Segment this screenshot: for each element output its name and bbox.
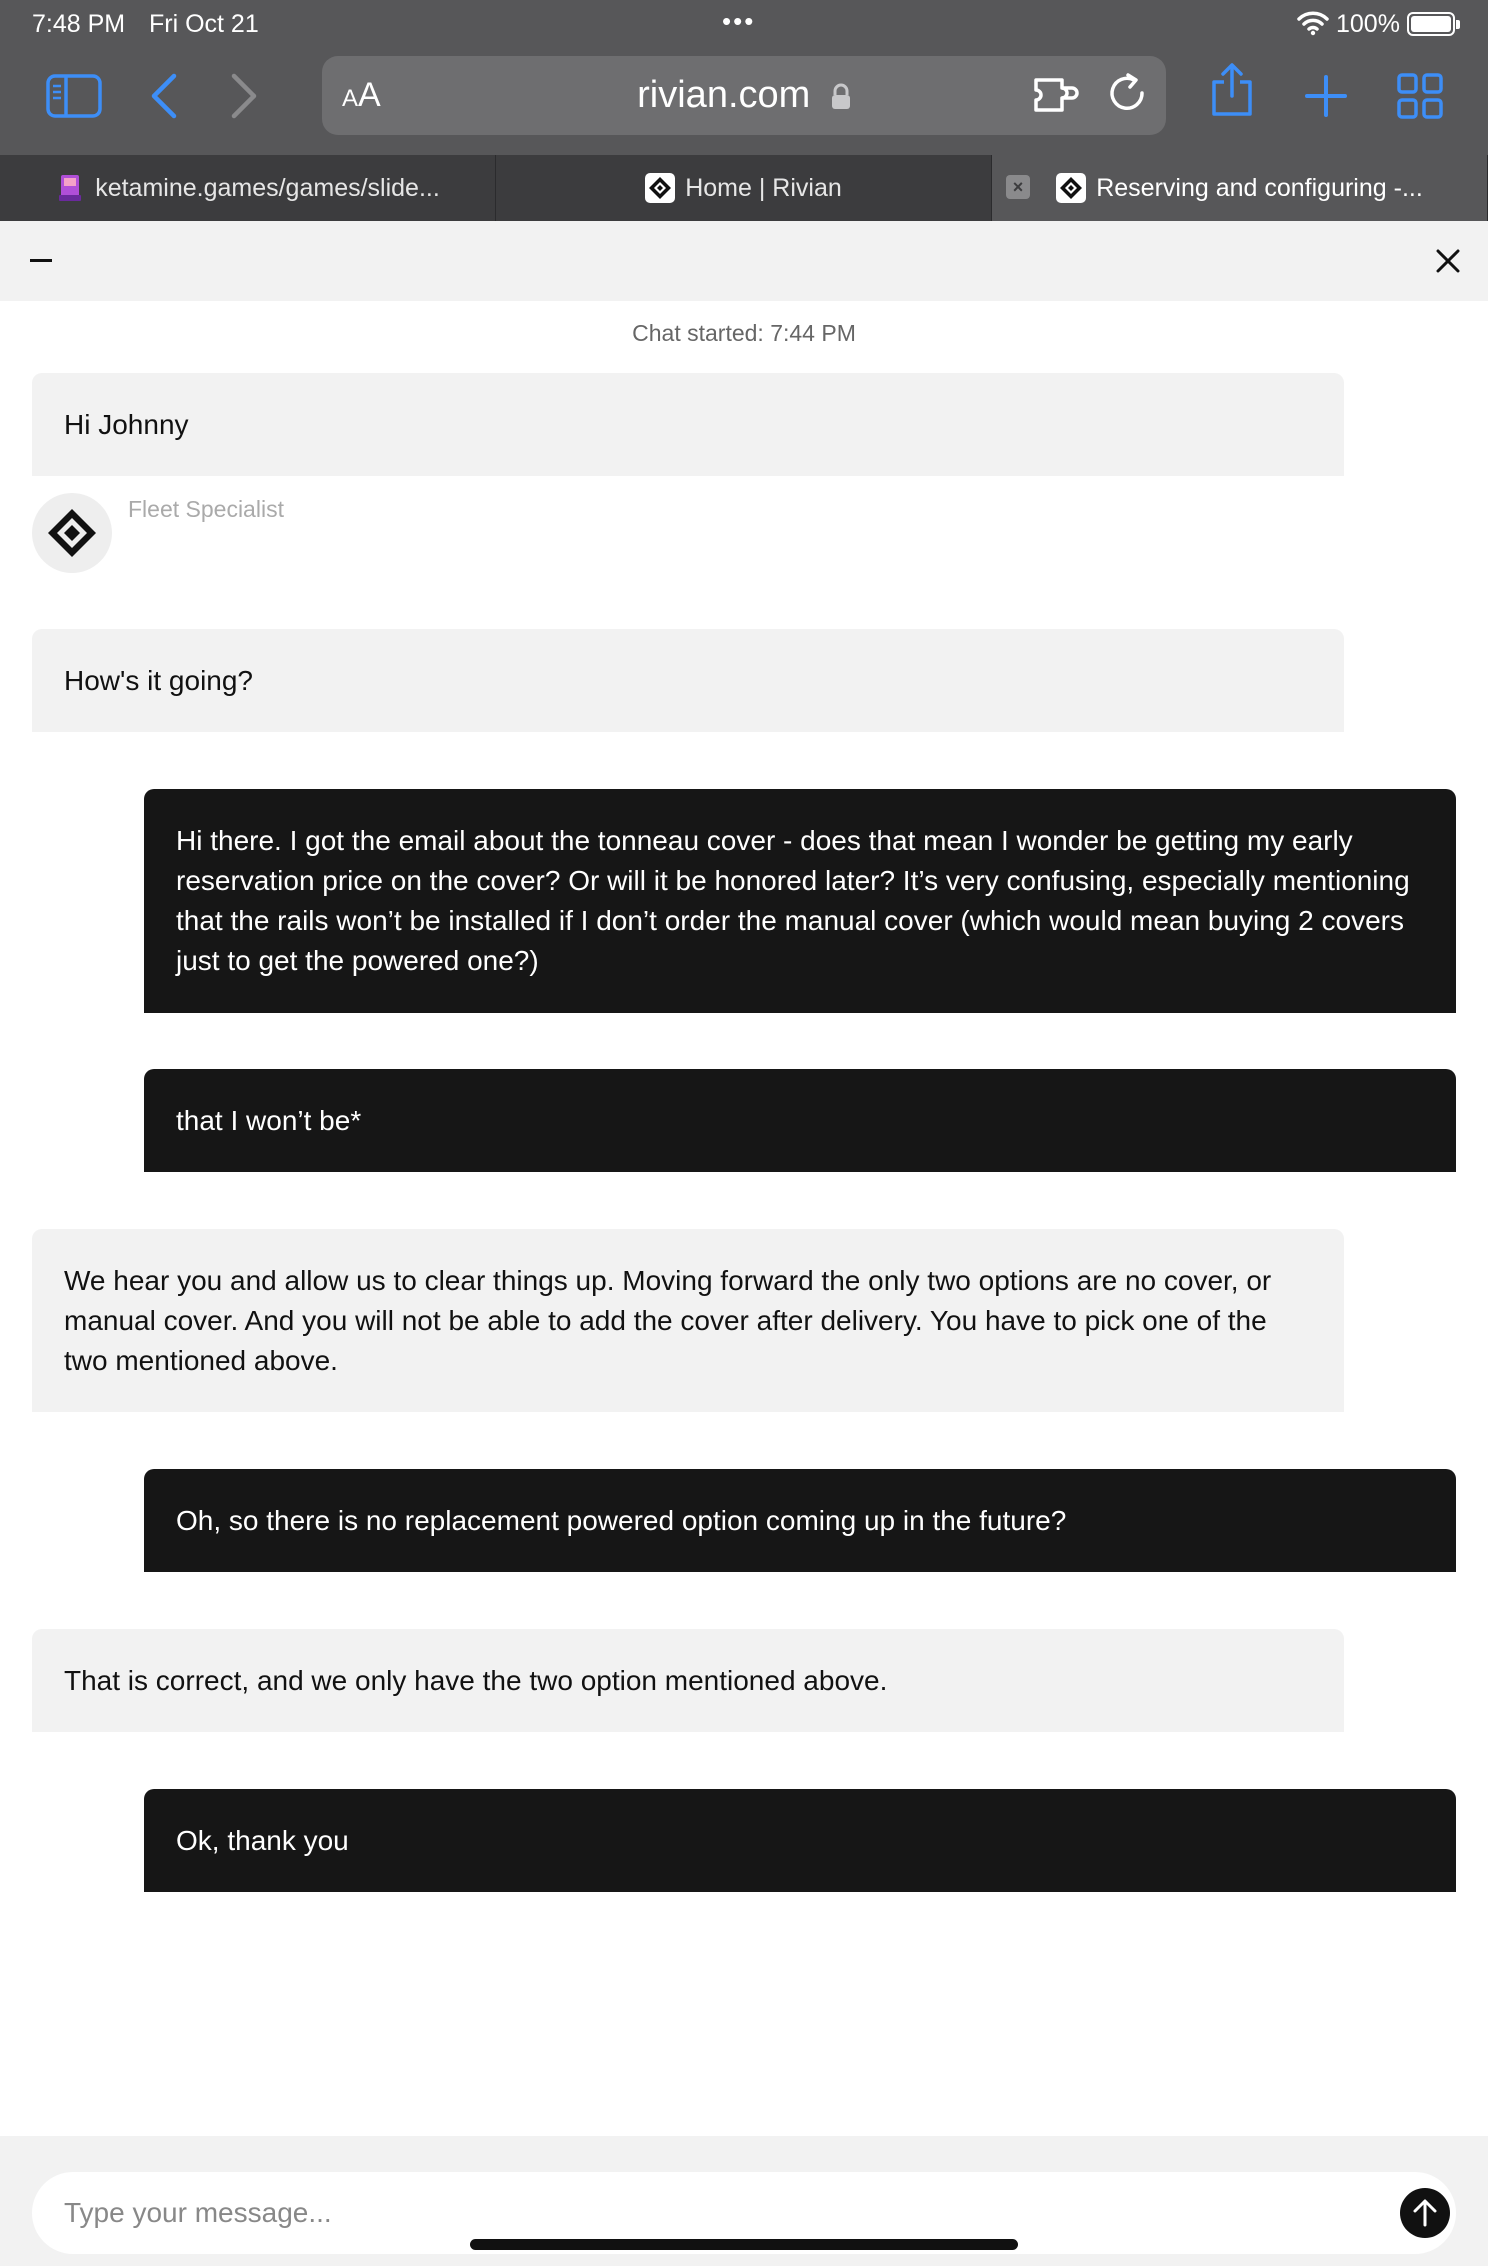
- extension-icon[interactable]: [1032, 72, 1080, 118]
- agent-message: [32, 1229, 1344, 1412]
- user-message: [144, 1789, 1456, 1892]
- multitasking-dots-icon[interactable]: •••: [722, 6, 756, 36]
- browser-chrome: [0, 0, 1488, 155]
- url-text: rivian.com: [637, 74, 811, 116]
- agent-message: [32, 373, 1344, 476]
- agent-name: Fleet Specialist: [128, 496, 284, 522]
- message-text: that I won’t be*: [176, 1104, 362, 1136]
- browser-toolbar: [0, 48, 1488, 153]
- tab-ketamine-games[interactable]: [0, 155, 496, 221]
- game-favicon-icon: [55, 173, 85, 203]
- back-chevron-icon[interactable]: [134, 70, 194, 122]
- reload-icon[interactable]: [1104, 70, 1150, 116]
- status-date: Fri Oct 21: [149, 10, 259, 38]
- message-text: We hear you and allow us to clear things up. Moving forward the only two options are no cover, or manual cover. And you will not be able to add the cover after delivery. You have to pick one of the two mentioned above.: [64, 1264, 1272, 1376]
- agent-message: [32, 629, 1344, 732]
- tab-close-icon[interactable]: ×: [1006, 175, 1030, 199]
- lock-icon: [831, 83, 851, 111]
- forward-chevron-icon[interactable]: [214, 70, 274, 122]
- wifi-icon: [1297, 10, 1329, 36]
- tab-label: Reserving and configuring -...: [1096, 173, 1423, 202]
- close-icon[interactable]: [1432, 245, 1464, 277]
- tab-home-rivian[interactable]: [496, 155, 992, 221]
- rivian-favicon-icon: [645, 173, 675, 203]
- tab-reserving-configuring[interactable]: [992, 155, 1488, 221]
- agent-message: [32, 1629, 1344, 1732]
- sidebar-icon[interactable]: [44, 70, 104, 122]
- tab-overview-icon[interactable]: [1390, 70, 1450, 122]
- tab-label: ketamine.games/games/slide...: [95, 173, 440, 202]
- arrow-up-icon: [1412, 2198, 1438, 2228]
- rivian-favicon-icon: [1056, 173, 1086, 203]
- status-bar: [0, 0, 1488, 48]
- tab-label: Home | Rivian: [685, 173, 842, 202]
- text-size-button[interactable]: AA: [342, 76, 381, 114]
- address-bar[interactable]: [322, 56, 1166, 135]
- message-text: Ok, thank you: [176, 1824, 349, 1856]
- minimize-icon[interactable]: [30, 259, 52, 262]
- user-message: [144, 1069, 1456, 1172]
- home-indicator[interactable]: [470, 2239, 1018, 2250]
- chat-header: [0, 221, 1488, 301]
- battery-icon: [1407, 12, 1455, 36]
- send-button[interactable]: [1400, 2188, 1450, 2238]
- message-text: That is correct, and we only have the two option mentioned above.: [64, 1664, 888, 1696]
- share-icon[interactable]: [1202, 64, 1262, 116]
- user-message: [144, 1469, 1456, 1572]
- message-text: Hi there. I got the email about the tonneau cover - does that mean I wonder be getting my early reservation price on the cover? Or will it be honored later? It’s very confusing, especially mentioning that the rails won’t be installed if I don’t order the manual cover (which would mean buying 2 covers just to get the powered one?): [176, 825, 1410, 976]
- user-message: [144, 789, 1456, 1013]
- agent-avatar: [32, 493, 112, 573]
- status-time: 7:48 PM: [32, 10, 126, 38]
- rivian-logo-icon: [46, 507, 98, 559]
- message-text: Hi Johnny: [64, 408, 189, 440]
- battery-percentage: 100%: [1336, 10, 1400, 38]
- message-text: Oh, so there is no replacement powered option coming up in the future?: [176, 1504, 1067, 1536]
- new-tab-plus-icon[interactable]: [1296, 70, 1356, 122]
- message-text: How's it going?: [64, 664, 253, 696]
- tab-bar: [0, 155, 1488, 221]
- chat-started-timestamp: Chat started: 7:44 PM: [632, 320, 856, 346]
